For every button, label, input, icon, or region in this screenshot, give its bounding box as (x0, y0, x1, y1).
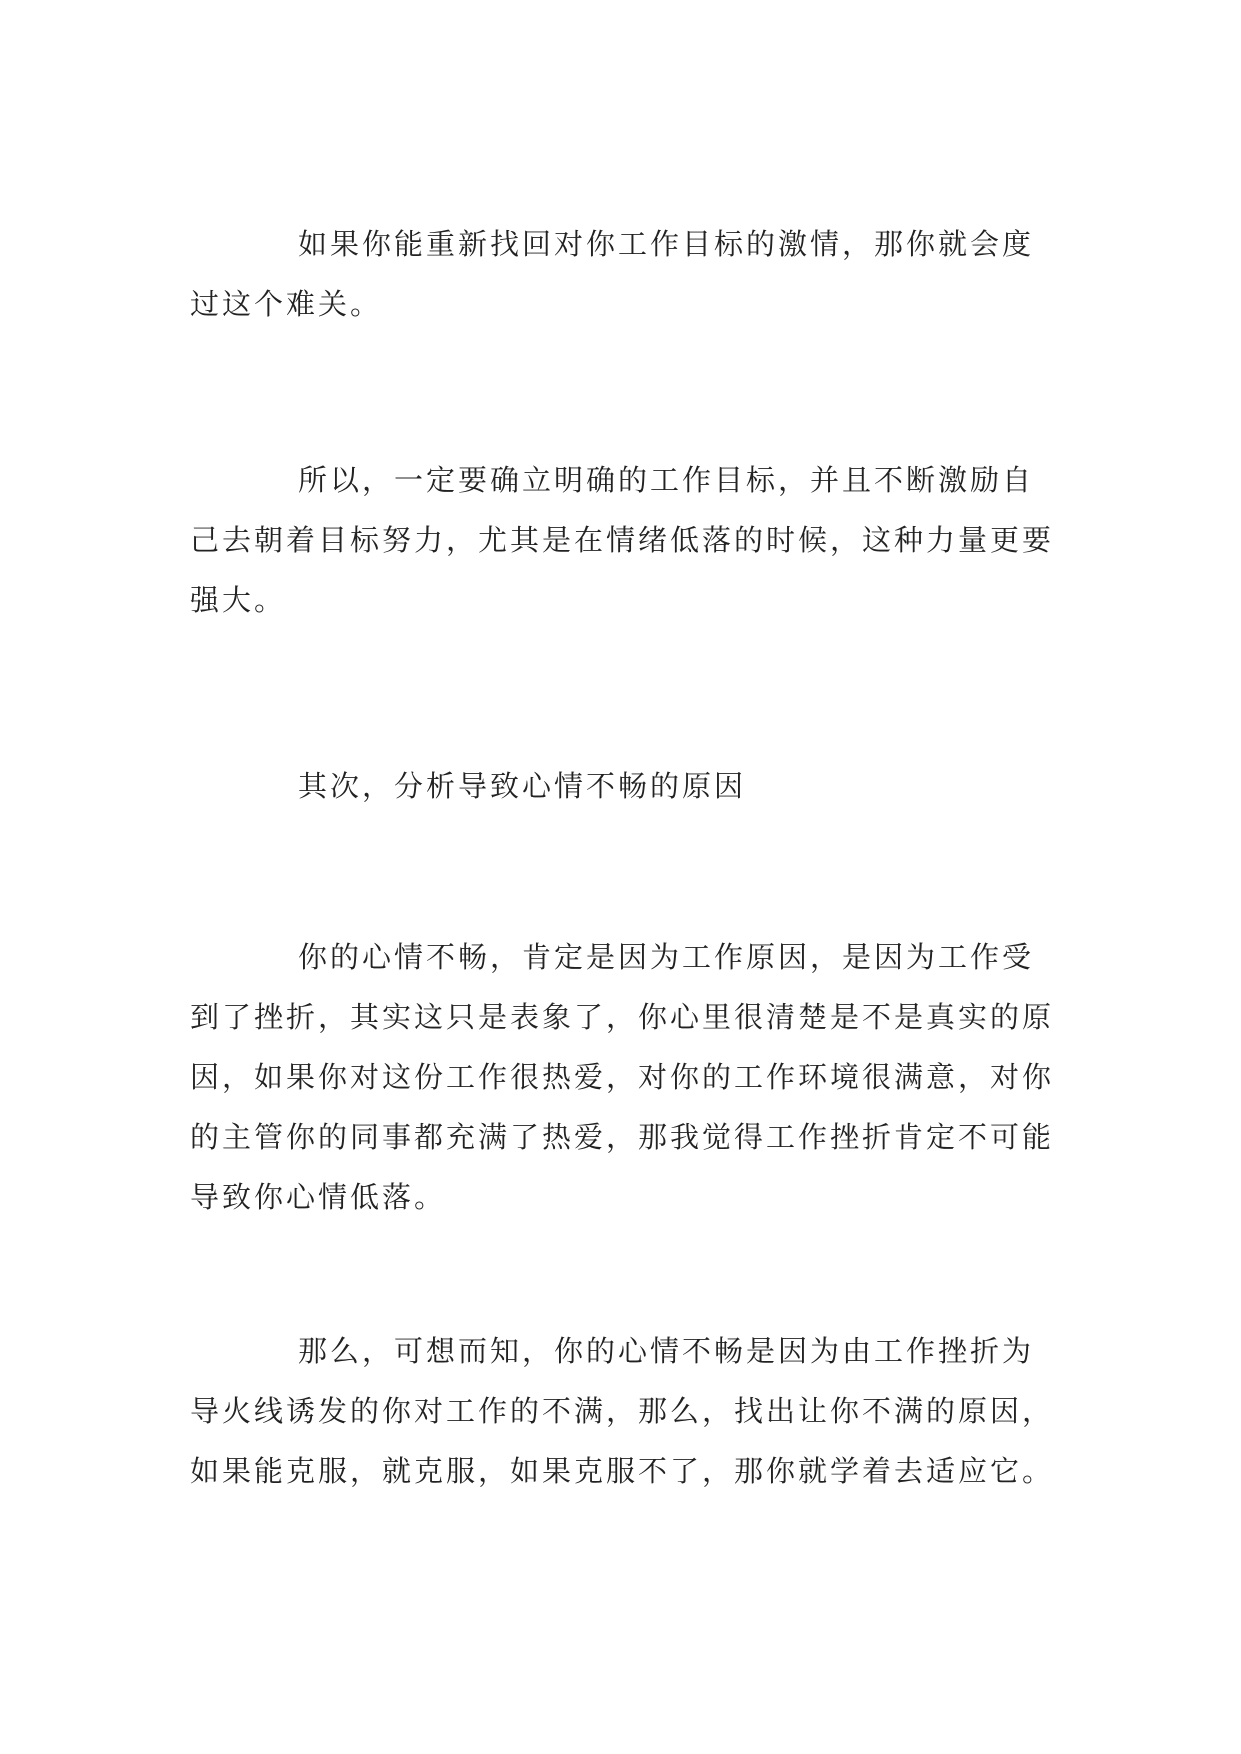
paragraph-1: 如果你能重新找回对你工作目标的激情，那你就会度过这个难关。 (190, 227, 1035, 321)
paragraph-4: 你的心情不畅，肯定是因为工作原因，是因为工作受到了挫折，其实这只是表象了，你心里很清楚是不是真实的原因，如果你对这份工作很热爱，对你的工作环境很满意，对你的主管你的同事都充满了热爱，那我觉得工作挫折肯定不可能导致你心情低落。 (190, 940, 1055, 1214)
section-heading: 其次，分析导致心情不畅的原因 (298, 769, 747, 803)
paragraph-2: 所以，一定要确立明确的工作目标，并且不断激励自己去朝着目标努力，尤其是在情绪低落的时候，这种力量更要强大。 (190, 463, 1055, 617)
paragraph-5: 那么，可想而知，你的心情不畅是因为由工作挫折为导火线诱发的你对工作的不满，那么，找出让你不满的原因，如果能克服，就克服，如果克服不了，那你就学着去适应它。 (190, 1334, 1055, 1488)
